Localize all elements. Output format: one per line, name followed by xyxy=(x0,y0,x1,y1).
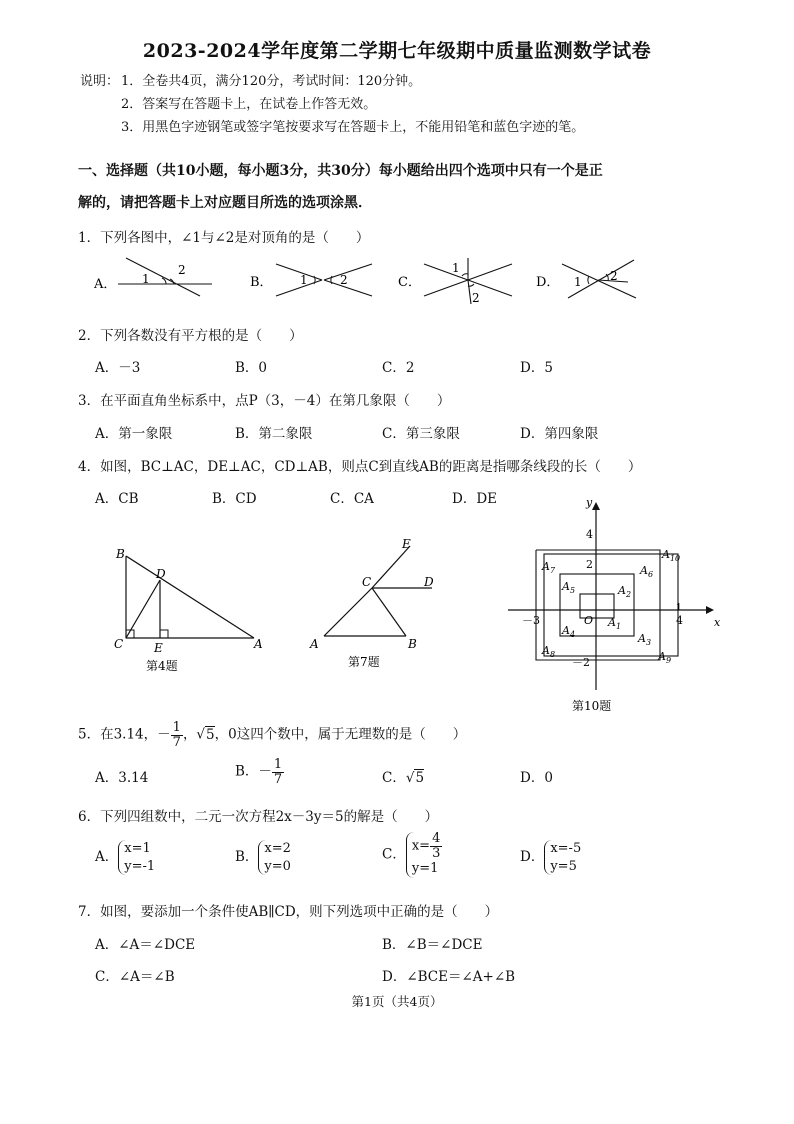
fig10-tick-yneg2: －2 xyxy=(572,656,590,669)
fig7-label-a: A xyxy=(310,637,319,651)
q1a-angle1: 1 xyxy=(142,272,150,286)
q1-label-d: D． xyxy=(536,275,560,290)
q6-option-c: C．x= $\frac{4}{3}$ y=1 xyxy=(382,831,441,877)
figure-10 xyxy=(500,496,730,718)
q1a-angle2: 2 xyxy=(178,263,186,277)
q1-label-c: C． xyxy=(398,275,421,290)
question-6-stem: 6．下列四组数中，二元一次方程2x－3y＝5的解是（ ） xyxy=(78,809,439,825)
fig10-a6: $A_6$ xyxy=(640,564,654,579)
question-2-stem: 2．下列各数没有平方根的是（ ） xyxy=(78,328,303,344)
q1b-angle2: 2 xyxy=(340,273,348,287)
q1c-angle1: 1 xyxy=(452,261,460,275)
q7-option-c: C．∠A＝∠B xyxy=(95,969,175,985)
q1-figure-d xyxy=(562,260,636,298)
fig4-label-d: D xyxy=(156,567,166,581)
q1-label-a: A． xyxy=(94,277,117,292)
q5-sqrt-arg: 5 xyxy=(206,726,215,743)
question-3-stem: 3．在平面直角坐标系中，点P（3，－4）在第几象限（ ） xyxy=(78,393,451,409)
fig10-axis-y: y xyxy=(586,496,593,509)
q3-option-d: D．第四象限 xyxy=(520,426,599,442)
question-4-stem: 4．如图，BC⊥AC，DE⊥AC，CD⊥AB，则点C到直线AB的距离是指哪条线段的长（ ） xyxy=(78,459,642,475)
q1-figure-a xyxy=(118,258,212,296)
fig10-a10: $A_{10}$ xyxy=(662,548,681,563)
fig10-tick-y2: 2 xyxy=(586,558,593,571)
fig7-label-b: B xyxy=(408,637,417,651)
q1d-angle2: 2 xyxy=(610,269,618,283)
q6-option-a: A．x=1 y=-1 xyxy=(95,841,156,874)
q5-stem-prefix: 5．在3.14，－ xyxy=(78,726,171,743)
fig10-axis-x: x xyxy=(714,616,721,629)
q5-option-a: A．3.14 xyxy=(95,770,149,786)
q6-option-b: B．x=2 y=0 xyxy=(235,841,291,874)
q5-option-b: B．－ $\frac{1}{7}$ xyxy=(235,757,283,787)
q7-option-a: A．∠A＝∠DCE xyxy=(95,937,196,953)
fig10-tick-xneg3: －3 xyxy=(522,614,540,627)
q5-option-c: C．√5 xyxy=(382,770,425,786)
q6-option-d: D．x=-5 y=5 xyxy=(520,841,582,874)
fig4-label-b: B xyxy=(116,547,125,561)
section-heading-line2: 解的，请把答题卡上对应题目所选的选项涂黑． xyxy=(78,195,372,211)
fig10-a9: $A_9$ xyxy=(658,650,672,665)
fig10-a7: $A_7$ xyxy=(542,560,556,575)
q5-option-d: D．0 xyxy=(520,770,553,786)
q3-option-c: C．第三象限 xyxy=(382,426,460,442)
fig10-tick-x4: 4 xyxy=(676,614,683,627)
question-1-stem: 1．下列各图中，∠1与∠2是对顶角的是（ ） xyxy=(78,230,370,246)
q1b-angle1: 1 xyxy=(300,273,308,287)
q1-label-b: B． xyxy=(250,275,273,290)
fig10-a4: $A_4$ xyxy=(562,624,576,639)
fig7-caption: 第7题 xyxy=(348,655,380,669)
q7-option-b: B．∠B＝∠DCE xyxy=(382,937,483,953)
q2-option-a: A．－3 xyxy=(95,360,141,376)
page-title: 2023-2024学年度第二学期七年级期中质量监测数学试卷 xyxy=(142,40,652,62)
page-footer: 第1页（共4页） xyxy=(351,994,443,1009)
question-7-stem: 7．如图，要添加一个条件使AB∥CD，则下列选项中正确的是（ ） xyxy=(78,904,499,920)
note-item: 1．全卷共4页，满分120分，考试时间：120分钟。 xyxy=(121,74,422,89)
fig10-a1: $A_1$ xyxy=(608,616,622,631)
fig10-a2: $A_2$ xyxy=(618,584,632,599)
q5-stem-suffix: ，0这四个数中，属于无理数的是（ ） xyxy=(214,726,467,743)
q2-option-b: B．0 xyxy=(235,360,268,376)
q4-option-d: D．DE xyxy=(452,491,498,507)
fig7-label-d: D xyxy=(424,575,434,589)
fig10-a3: $A_3$ xyxy=(638,632,652,647)
q1c-angle2: 2 xyxy=(472,291,480,305)
fig10-a5: $A_5$ xyxy=(562,580,576,595)
question-5-stem xyxy=(78,721,466,749)
fig10-tick-x1: 1 xyxy=(676,603,682,613)
q3-option-a: A．第一象限 xyxy=(95,426,173,442)
fig10-origin: O xyxy=(584,614,594,627)
fig4-label-a: A xyxy=(254,637,263,651)
q1d-angle1: 1 xyxy=(574,275,582,289)
q1-figure-b xyxy=(276,264,372,296)
note-item: 2．答案写在答题卡上，在试卷上作答无效。 xyxy=(121,97,377,112)
fig10-tick-y4: 4 xyxy=(586,528,593,541)
figure-4 xyxy=(108,546,268,676)
fig4-label-e: E xyxy=(154,641,163,655)
q3-option-b: B．第二象限 xyxy=(235,426,313,442)
q5-stem-mid: ，√ xyxy=(182,726,206,743)
q4-option-c: C．CA xyxy=(330,491,374,507)
fig10-a8: $A_8$ xyxy=(542,644,556,659)
q2-option-c: C．2 xyxy=(382,360,415,376)
figure-7 xyxy=(306,536,446,676)
q4-option-a: A．CB xyxy=(95,491,139,507)
q5-fraction: $\frac{1}{7}$ xyxy=(172,720,181,750)
q7-option-d: D．∠BCE＝∠A+∠B xyxy=(382,969,516,985)
q2-option-d: D．5 xyxy=(520,360,553,376)
fig7-label-c: C xyxy=(362,575,372,589)
fig4-label-c: C xyxy=(114,637,124,651)
fig4-caption: 第4题 xyxy=(146,659,178,673)
fig10-caption: 第10题 xyxy=(572,699,612,713)
section-heading-line1: 一、选择题（共10小题，每小题3分，共30分）每小题给出四个选项中只有一个是正 xyxy=(78,163,603,179)
q1-figure-c xyxy=(424,258,512,305)
q4-option-b: B．CD xyxy=(212,491,257,507)
note-item: 3．用黑色字迹钢笔或签字笔按要求写在答题卡上，不能用铅笔和蓝色字迹的笔。 xyxy=(121,120,585,135)
question-1-figures xyxy=(78,250,678,308)
fig7-label-e: E xyxy=(402,537,411,551)
notes-prefix: 说明： xyxy=(80,74,120,89)
